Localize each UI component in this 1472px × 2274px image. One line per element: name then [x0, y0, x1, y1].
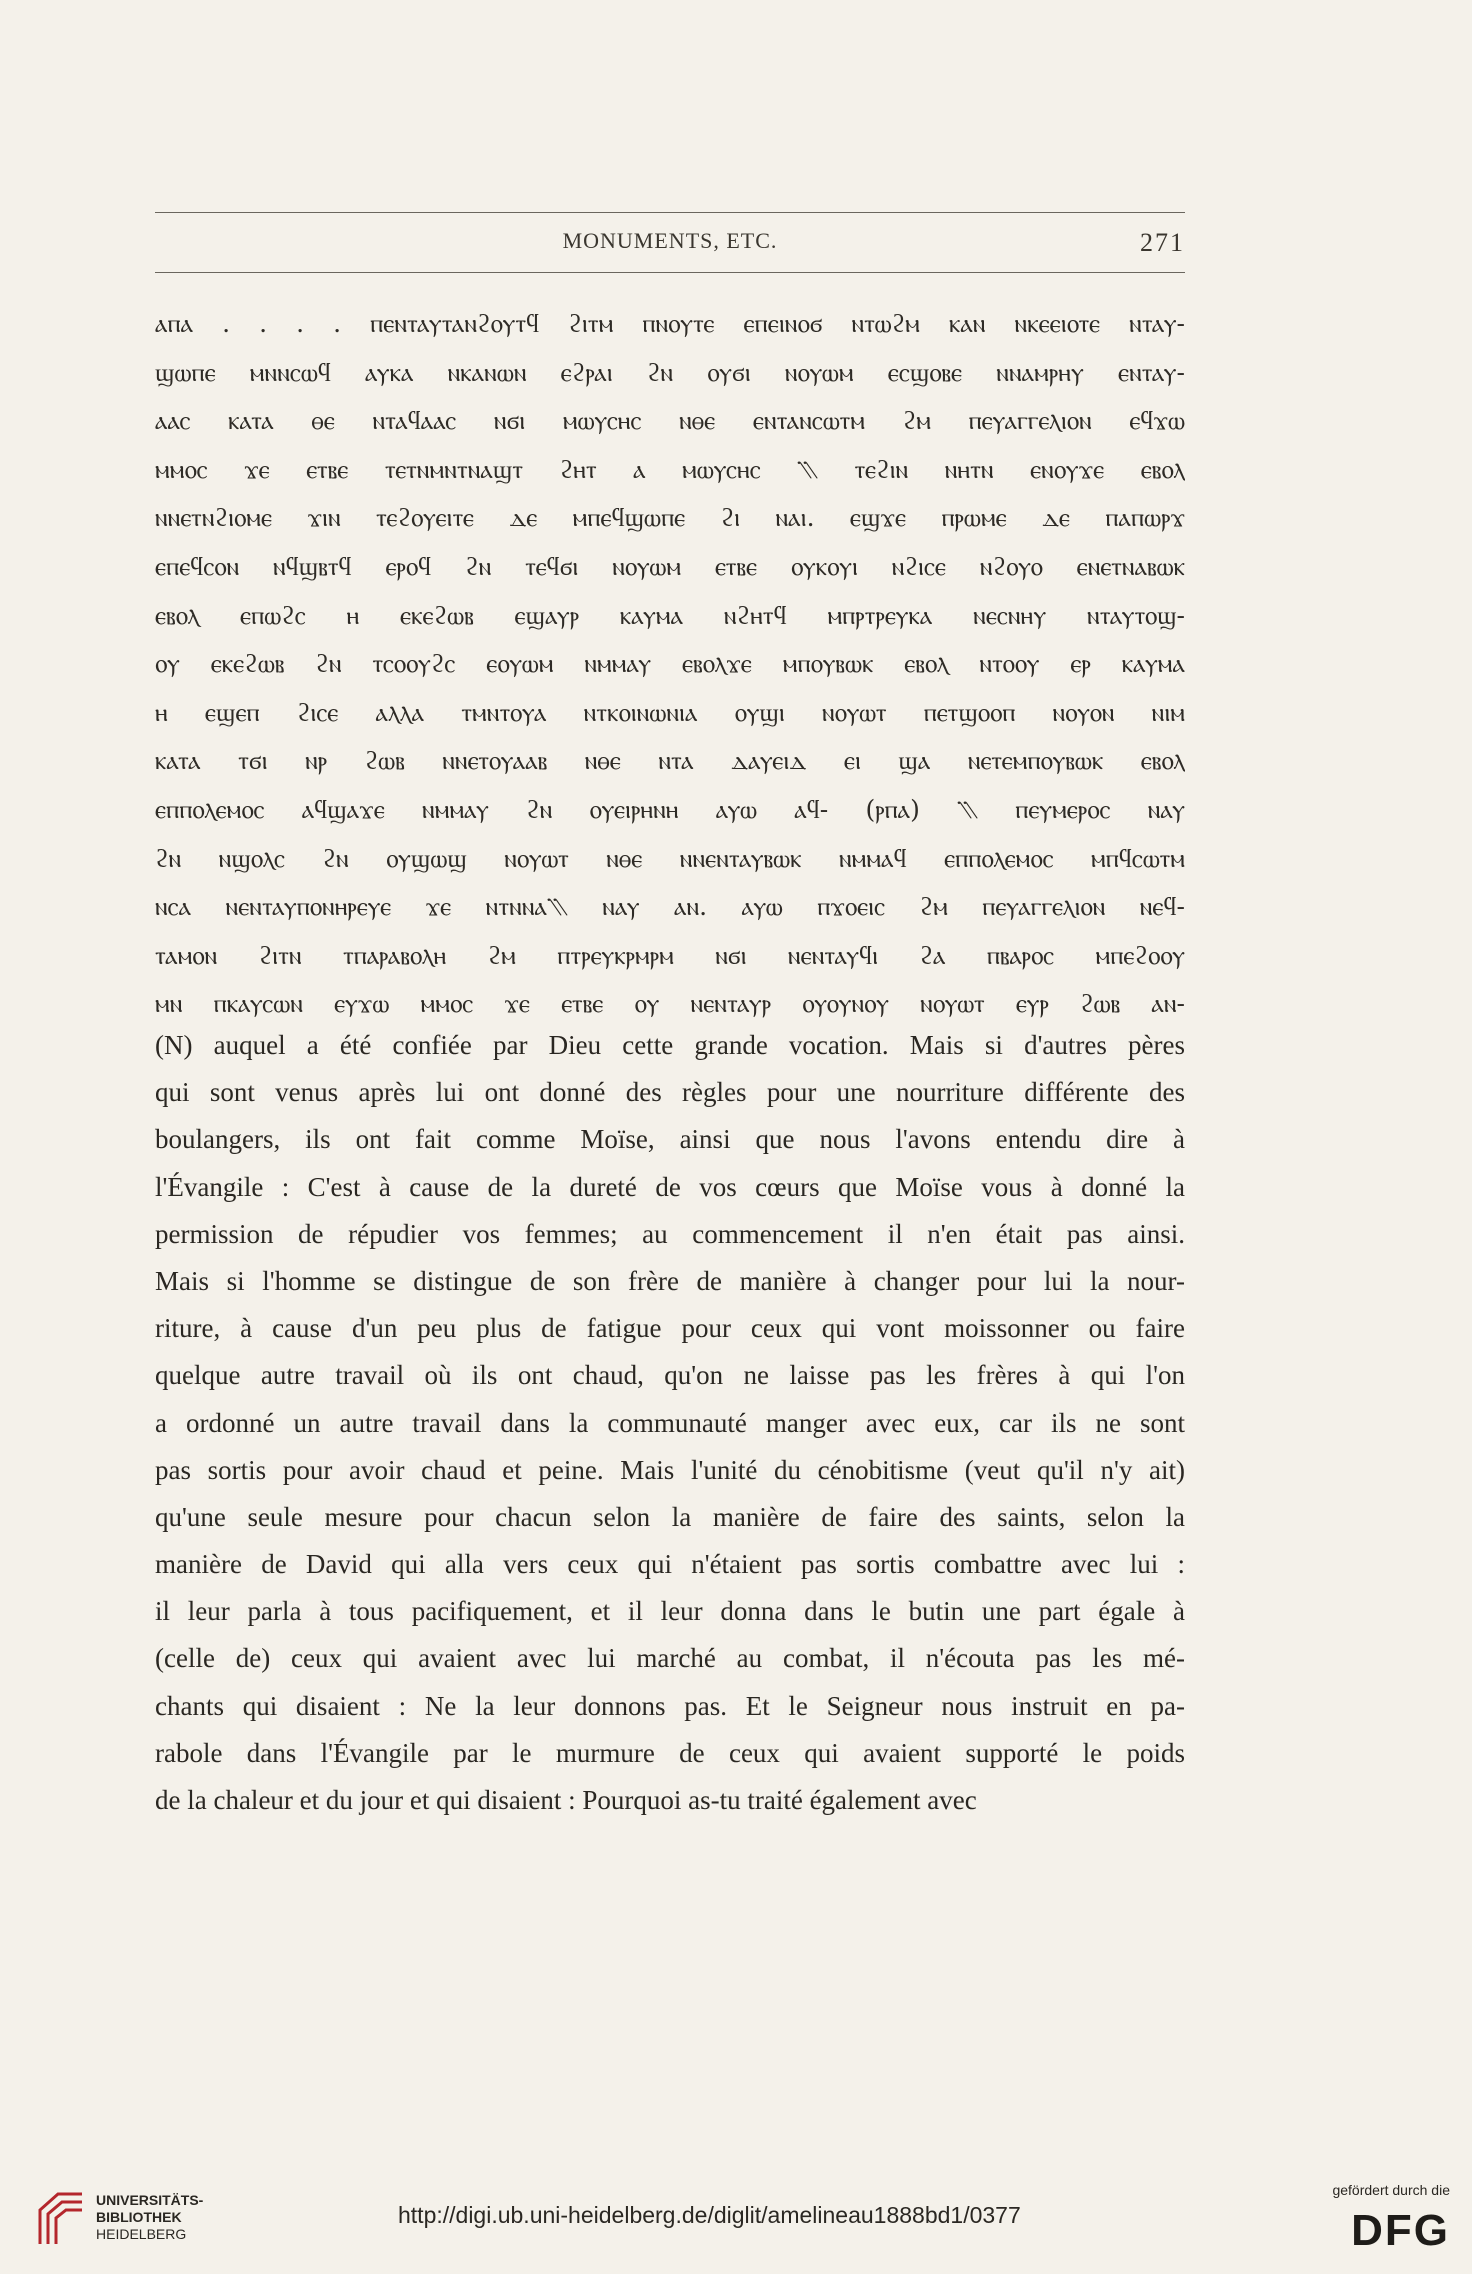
- header-top-rule: [155, 212, 1185, 213]
- french-line: (N) auquel a été confiée par Dieu cette grande vocation. Mais si d'autres pères: [155, 1030, 1185, 1060]
- library-name-line: HEIDELBERG: [96, 2226, 187, 2242]
- library-name-line: BIBLIOTHEK: [96, 2209, 182, 2225]
- coptic-line: ⲉⲃⲟⲗ ⲉⲡⲱϩⲥ ⲏ ⲉⲕⲉϩⲱⲃ ⲉϣⲁⲩⲣ ⲕⲁⲩⲙⲁ ⲛϩⲏⲧϥ ⲙⲡⲣⲧⲣⲉⲩⲕⲁ ⲛⲉⲥⲛⲏⲩ ⲛⲧⲁⲩⲧⲟϣ-: [155, 600, 1185, 630]
- coptic-line: ⲙⲙⲟⲥ ϫⲉ ⲉⲧⲃⲉ ⲧⲉⲧⲛⲙⲛⲧⲛⲁϣⲧ ϩⲏⲧ ⲁ ⲙⲱⲩⲥⲏⲥ ⳹ ⲧⲉϩⲓⲛ ⲛⲏⲧⲛ ⲉⲛⲟⲩϫⲉ ⲉⲃⲟⲗ: [155, 454, 1185, 484]
- french-line: Mais si l'homme se distingue de son frère de manière à changer pour lui la nour-: [155, 1265, 1185, 1296]
- source-url-link[interactable]: http://digi.ub.uni-heidelberg.de/diglit/amelineau1888bd1/0377: [398, 2202, 1021, 2228]
- french-line: pas sortis pour avoir chaud et peine. Mais l'unité du cénobitisme (veut qu'il n'y ait): [155, 1454, 1185, 1485]
- french-line: quelque autre travail où ils ont chaud, qu'on ne laisse pas les frères à qui l'on: [155, 1360, 1185, 1391]
- french-line: qu'une seule mesure pour chacun selon la manière de faire des saints, selon la: [155, 1501, 1185, 1532]
- header-bottom-rule: [155, 272, 1185, 273]
- coptic-text-block: [155, 300, 1185, 1029]
- page-number: 271: [1140, 228, 1185, 257]
- funder-label: gefördert durch die: [1332, 2182, 1450, 2198]
- running-title: MONUMENTS, ETC.: [562, 228, 778, 253]
- dfg-logo: DFG: [1351, 2206, 1450, 2255]
- french-line: permission de répudier vos femmes; au commencement il n'en était pas ainsi.: [155, 1218, 1185, 1249]
- french-line: (celle de) ceux qui avaient avec lui marché au combat, il n'écouta pas les mé-: [155, 1643, 1185, 1674]
- coptic-line: ⲉⲡⲉϥⲥⲟⲛ ⲛϥϣⲃⲧϥ ⲉⲣⲟϥ ϩⲛ ⲧⲉϥϭⲓ ⲛⲟⲩⲱⲙ ⲉⲧⲃⲉ ⲟⲩⲕⲟⲩⲓ ⲛϩⲓⲥⲉ ⲛϩⲟⲩⲟ ⲉⲛⲉⲧⲛⲁⲃⲱⲕ: [155, 551, 1185, 581]
- coptic-line: ⲧⲁⲙⲟⲛ ϩⲓⲧⲛ ⲧⲡⲁⲣⲁⲃⲟⲗⲏ ϩⲙ ⲡⲧⲣⲉⲩⲕⲣⲙⲣⲙ ⲛϭⲓ ⲛⲉⲛⲧⲁⲩϥⲓ ϩⲁ ⲡⲃⲁⲣⲟⲥ ⲙⲡⲉϩⲟⲟⲩ: [155, 940, 1185, 970]
- coptic-line: ⲁⲁⲥ ⲕⲁⲧⲁ ⲑⲉ ⲛⲧⲁϥⲁⲁⲥ ⲛϭⲓ ⲙⲱⲩⲥⲏⲥ ⲛⲑⲉ ⲉⲛⲧⲁⲛⲥⲱⲧⲙ ϩⲙ ⲡⲉⲩⲁⲅⲅⲉⲗⲓⲟⲛ ⲉϥϫⲱ: [155, 406, 1185, 436]
- university-library-name: [96, 2192, 203, 2243]
- french-translation-block: [155, 1022, 1185, 1824]
- french-line: chants qui disaient : Ne la leur donnons pas. Et le Seigneur nous instruit en pa-: [155, 1690, 1185, 1721]
- french-line: de la chaleur et du jour et qui disaient : Pourquoi as-tu traité également avec: [155, 1785, 977, 1815]
- running-header: [155, 228, 1185, 262]
- french-line: boulangers, ils ont fait comme Moïse, ainsi que nous l'avons entendu dire à: [155, 1124, 1185, 1155]
- french-line: l'Évangile : C'est à cause de la dureté de vos cœurs que Moïse vous à donné la: [155, 1171, 1185, 1202]
- coptic-line: ⲙⲛ ⲡⲕⲁⲩⲥⲱⲛ ⲉⲩϫⲱ ⲙⲙⲟⲥ ϫⲉ ⲉⲧⲃⲉ ⲟⲩ ⲛⲉⲛⲧⲁⲩⲣ ⲟⲩⲟⲩⲛⲟⲩ ⲛⲟⲩⲱⲧ ⲉⲩⲣ ϩⲱⲃ ⲁⲛ-: [155, 989, 1185, 1019]
- digitization-footer: [0, 2170, 1472, 2274]
- coptic-line: ⲉⲡⲡⲟⲗⲉⲙⲟⲥ ⲁϥϣⲁϫⲉ ⲛⲙⲙⲁⲩ ϩⲛ ⲟⲩⲉⲓⲣⲏⲛⲏ ⲁⲩⲱ ⲁϥ- (ⲣⲡⲁ) ⳹ ⲡⲉⲩⲙⲉⲣⲟⲥ ⲛⲁⲩ: [155, 794, 1185, 824]
- coptic-line: ⲟⲩ ⲉⲕⲉϩⲱⲃ ϩⲛ ⲧⲥⲟⲟⲩϩⲥ ⲉⲟⲩⲱⲙ ⲛⲙⲙⲁⲩ ⲉⲃⲟⲗϫⲉ ⲙⲡⲟⲩⲃⲱⲕ ⲉⲃⲟⲗ ⲛⲧⲟⲟⲩ ⲉⲣ ⲕⲁⲩⲙⲁ: [155, 649, 1185, 679]
- french-line: rabole dans l'Évangile par le murmure de ceux qui avaient supporté le poids: [155, 1737, 1185, 1768]
- french-line: qui sont venus après lui ont donné des règles pour une nourriture différente des: [155, 1077, 1185, 1108]
- coptic-line: ϩⲛ ⲛϣⲟⲗⲥ ϩⲛ ⲟⲩϣⲱϣ ⲛⲟⲩⲱⲧ ⲛⲑⲉ ⲛⲛⲉⲛⲧⲁⲩⲃⲱⲕ ⲛⲙⲙⲁϥ ⲉⲡⲡⲟⲗⲉⲙⲟⲥ ⲙⲡϥⲥⲱⲧⲙ: [155, 843, 1185, 873]
- library-name-line: UNIVERSITÄTS-: [96, 2192, 204, 2208]
- university-library-logo-icon: [36, 2188, 86, 2248]
- coptic-line: ⲏ ⲉϣⲉⲡ ϩⲓⲥⲉ ⲁⲗⲗⲁ ⲧⲙⲛⲧⲟⲩⲁ ⲛⲧⲕⲟⲓⲛⲱⲛⲓⲁ ⲟⲩϣⲓ ⲛⲟⲩⲱⲧ ⲡⲉⲧϣⲟⲟⲡ ⲛⲟⲩⲟⲛ ⲛⲓⲙ: [155, 697, 1185, 727]
- coptic-line: ⲛⲥⲁ ⲛⲉⲛⲧⲁⲩⲡⲟⲛⲏⲣⲉⲩⲉ ϫⲉ ⲛⲧⲛⲛⲁ⳹ ⲛⲁⲩ ⲁⲛ. ⲁⲩⲱ ⲡϫⲟⲉⲓⲥ ϩⲙ ⲡⲉⲩⲁⲅⲅⲉⲗⲓⲟⲛ ⲛⲉϥ-: [155, 892, 1185, 922]
- coptic-line: ⲁⲡⲁ . . . . ⲡⲉⲛⲧⲁⲩⲧⲁⲛϩⲟⲩⲧϥ ϩⲓⲧⲙ ⲡⲛⲟⲩⲧⲉ ⲉⲡⲉⲓⲛⲟϭ ⲛⲧⲱϩⲙ ⲕⲁⲛ ⲛⲕⲉⲉⲓⲟⲧⲉ ⲛⲧⲁⲩ-: [155, 309, 1185, 338]
- french-line: riture, à cause d'un peu plus de fatigue pour ceux qui vont moissonner ou faire: [155, 1313, 1185, 1344]
- french-line: manière de David qui alla vers ceux qui n'étaient pas sortis combattre avec lui :: [155, 1549, 1185, 1580]
- coptic-line: ⲛⲛⲉⲧⲛϩⲓⲟⲙⲉ ϫⲓⲛ ⲧⲉϩⲟⲩⲉⲓⲧⲉ ⲇⲉ ⲙⲡⲉϥϣⲱⲡⲉ ϩⲓ ⲛⲁⲓ. ⲉϣϫⲉ ⲡⲣⲱⲙⲉ ⲇⲉ ⲡⲁⲡⲱⲣϫ: [155, 503, 1185, 533]
- coptic-line: ⲕⲁⲧⲁ ⲧϭⲓ ⲛⲣ ϩⲱⲃ ⲛⲛⲉⲧⲟⲩⲁⲁⲃ ⲛⲑⲉ ⲛⲧⲁ ⲇⲁⲩⲉⲓⲇ ⲉⲓ ϣⲁ ⲛⲉⲧⲉⲙⲡⲟⲩⲃⲱⲕ ⲉⲃⲟⲗ: [155, 746, 1185, 776]
- french-line: a ordonné un autre travail dans la communauté manger avec eux, car ils ne sont: [155, 1407, 1185, 1438]
- french-line: il leur parla à tous pacifiquement, et il leur donna dans le butin une part égale à: [155, 1596, 1185, 1627]
- coptic-line: ϣⲱⲡⲉ ⲙⲛⲛⲥⲱϥ ⲁⲩⲕⲁ ⲛⲕⲁⲛⲱⲛ ⲉϩⲣⲁⲓ ϩⲛ ⲟⲩϭⲓ ⲛⲟⲩⲱⲙ ⲉⲥϣⲟⲃⲉ ⲛⲛⲁⲙⲣⲏⲩ ⲉⲛⲧⲁⲩ-: [155, 357, 1185, 387]
